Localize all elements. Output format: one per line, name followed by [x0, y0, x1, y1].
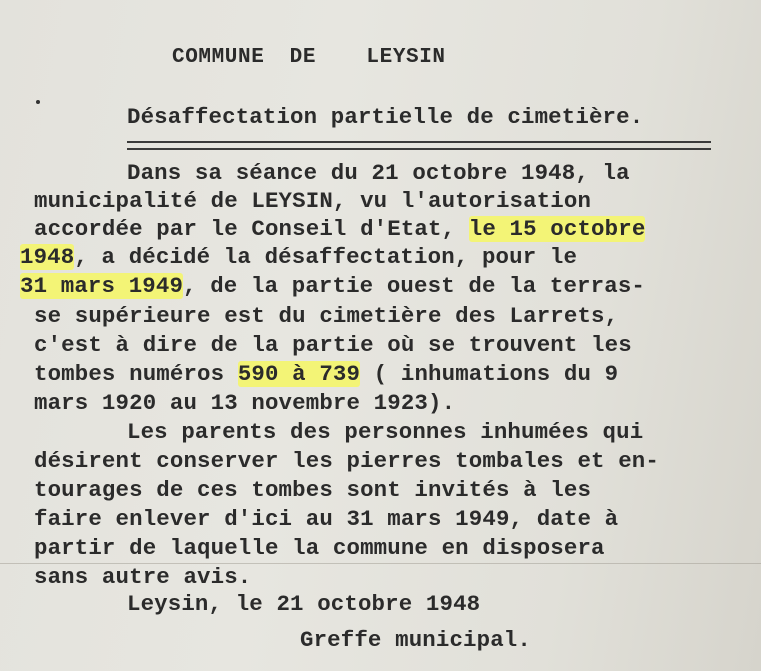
p1-line-8-text: tombes numéros — [34, 361, 238, 387]
highlighted-grave-numbers: 590 à 739 — [237, 361, 361, 387]
p1-line-3-text: accordée par le Conseil d'Etat, — [34, 216, 469, 242]
p1-line-7: c'est à dire de la partie où se trouvent les — [34, 332, 632, 358]
p1-line-8-tail: ( inhumations du 9 — [360, 361, 619, 387]
highlighted-date-2: 31 mars 1949 — [20, 273, 184, 299]
document-title: COMMUNE DE LEYSIN — [172, 46, 446, 69]
p2-line-4: faire enlever d'ici au 31 mars 1949, date à — [34, 506, 619, 532]
highlighted-year: 1948 — [20, 244, 75, 270]
signature: Greffe municipal. — [300, 627, 531, 653]
p1-line-4-text: , a décidé la désaffectation, pour le — [74, 244, 578, 270]
p2-line-5: partir de laquelle la commune en disposera — [34, 535, 605, 561]
place-and-date: Leysin, le 21 octobre 1948 — [127, 591, 481, 617]
double-underline — [127, 141, 711, 150]
p1-line-8 — [34, 360, 618, 388]
ink-dot — [36, 100, 40, 104]
p2-line-3: tourages de ces tombes sont invités à les — [34, 477, 592, 503]
p1-line-1: Dans sa séance du 21 octobre 1948, la — [127, 160, 630, 186]
p1-line-5 — [20, 272, 645, 300]
p1-line-5-text: , de la partie ouest de la terras- — [183, 273, 645, 299]
p2-line-2: désirent conserver les pierres tombales et en- — [34, 448, 659, 474]
p1-line-6: se supérieure est du cimetière des Larrets, — [34, 303, 619, 329]
p2-line-1: Les parents des personnes inhumées qui — [127, 419, 644, 445]
p1-line-4 — [20, 243, 577, 271]
p1-line-3 — [34, 215, 645, 243]
p1-line-9: mars 1920 au 13 novembre 1923). — [34, 390, 456, 416]
document-subtitle: Désaffectation partielle de cimetière. — [127, 104, 644, 130]
p1-line-2: municipalité de LEYSIN, vu l'autorisation — [34, 188, 592, 214]
highlighted-date-1: le 15 octobre — [468, 216, 646, 242]
p2-line-6: sans autre avis. — [34, 564, 252, 590]
